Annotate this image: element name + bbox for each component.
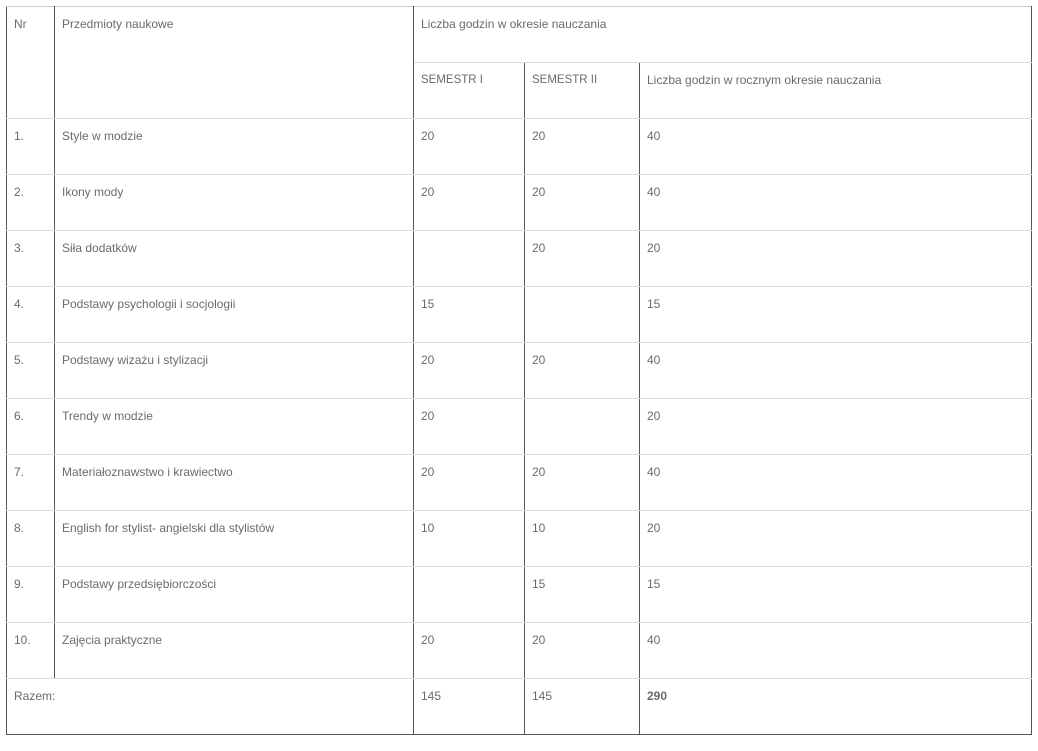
subject-cell: Style w modzie xyxy=(55,119,414,175)
row-number-cell: 6. xyxy=(7,399,55,455)
summary-semester-2-total: 145 xyxy=(525,679,640,735)
table-row xyxy=(7,231,1032,287)
subject-cell: Siła dodatków xyxy=(55,231,414,287)
table-row xyxy=(7,623,1032,679)
row-number-cell: 10. xyxy=(7,623,55,679)
subject-cell: Trendy w modzie xyxy=(55,399,414,455)
semester-1-hours-cell xyxy=(414,231,525,287)
header-hours-group: Liczba godzin w okresie nauczania xyxy=(414,7,1032,63)
semester-2-hours-cell: 20 xyxy=(525,175,640,231)
table-row xyxy=(7,567,1032,623)
semester-2-hours-cell: 10 xyxy=(525,511,640,567)
annual-hours-cell: 40 xyxy=(640,119,1032,175)
row-number-cell: 2. xyxy=(7,175,55,231)
row-number-cell: 3. xyxy=(7,231,55,287)
curriculum-hours-table xyxy=(6,6,1032,735)
semester-1-hours-cell: 20 xyxy=(414,119,525,175)
semester-2-hours-cell: 20 xyxy=(525,343,640,399)
header-semester-2: SEMESTR II xyxy=(525,63,640,119)
subject-cell: Ikony mody xyxy=(55,175,414,231)
table-row xyxy=(7,287,1032,343)
semester-2-hours-cell: 20 xyxy=(525,623,640,679)
semester-1-hours-cell xyxy=(414,567,525,623)
semester-1-hours-cell: 20 xyxy=(414,399,525,455)
subject-cell: Podstawy wizażu i stylizacji xyxy=(55,343,414,399)
semester-1-hours-cell: 20 xyxy=(414,623,525,679)
table-row xyxy=(7,119,1032,175)
table-row xyxy=(7,399,1032,455)
annual-hours-cell: 20 xyxy=(640,511,1032,567)
semester-1-hours-cell: 20 xyxy=(414,455,525,511)
table-row xyxy=(7,511,1032,567)
row-number-cell: 8. xyxy=(7,511,55,567)
semester-2-hours-cell: 20 xyxy=(525,231,640,287)
semester-2-hours-cell: 20 xyxy=(525,455,640,511)
row-number-cell: 9. xyxy=(7,567,55,623)
annual-hours-cell: 40 xyxy=(640,455,1032,511)
summary-row xyxy=(7,679,1032,735)
row-number-cell: 5. xyxy=(7,343,55,399)
summary-semester-1-total: 145 xyxy=(414,679,525,735)
annual-hours-cell: 40 xyxy=(640,343,1032,399)
annual-hours-cell: 40 xyxy=(640,175,1032,231)
header-nr: Nr xyxy=(7,7,55,119)
annual-hours-cell: 20 xyxy=(640,231,1032,287)
semester-2-hours-cell: 20 xyxy=(525,119,640,175)
header-row xyxy=(7,7,1032,63)
semester-2-hours-cell: 15 xyxy=(525,567,640,623)
header-annual-hours: Liczba godzin w rocznym okresie nauczania xyxy=(640,63,1032,119)
row-number-cell: 1. xyxy=(7,119,55,175)
summary-annual-total: 290 xyxy=(640,679,1032,735)
table-row xyxy=(7,175,1032,231)
annual-hours-cell: 20 xyxy=(640,399,1032,455)
header-semester-1: SEMESTR I xyxy=(414,63,525,119)
semester-2-hours-cell xyxy=(525,287,640,343)
subject-cell: Zajęcia praktyczne xyxy=(55,623,414,679)
row-number-cell: 7. xyxy=(7,455,55,511)
header-subjects: Przedmioty naukowe xyxy=(55,7,414,119)
summary-label: Razem: xyxy=(7,679,414,735)
subject-cell: Materiałoznawstwo i krawiectwo xyxy=(55,455,414,511)
subject-cell: Podstawy przedsiębiorczości xyxy=(55,567,414,623)
annual-hours-cell: 40 xyxy=(640,623,1032,679)
annual-hours-cell: 15 xyxy=(640,567,1032,623)
semester-1-hours-cell: 15 xyxy=(414,287,525,343)
row-number-cell: 4. xyxy=(7,287,55,343)
subject-cell: Podstawy psychologii i socjologii xyxy=(55,287,414,343)
semester-1-hours-cell: 20 xyxy=(414,343,525,399)
table-row xyxy=(7,455,1032,511)
semester-1-hours-cell: 10 xyxy=(414,511,525,567)
table-row xyxy=(7,343,1032,399)
annual-hours-cell: 15 xyxy=(640,287,1032,343)
semester-1-hours-cell: 20 xyxy=(414,175,525,231)
subject-cell: English for stylist- angielski dla stylistów xyxy=(55,511,414,567)
semester-2-hours-cell xyxy=(525,399,640,455)
